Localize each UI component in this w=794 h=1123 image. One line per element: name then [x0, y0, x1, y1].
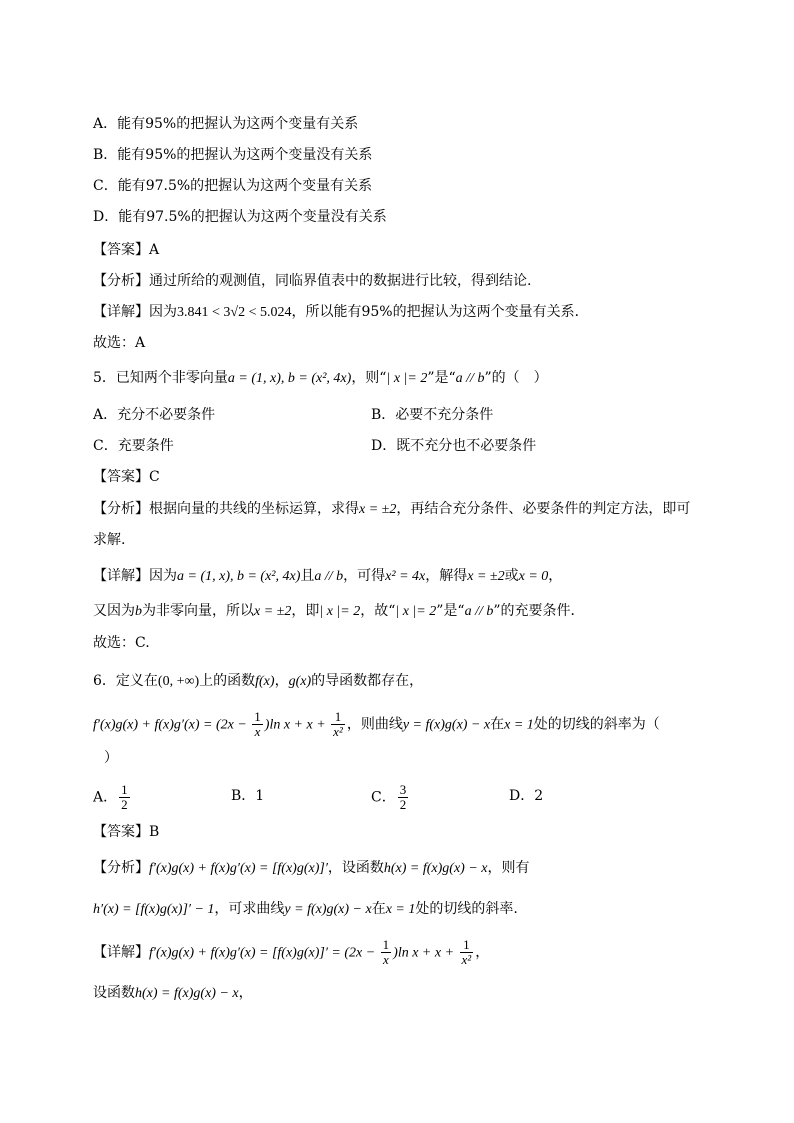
- q5-option-a: A．充分不必要条件: [93, 407, 216, 423]
- detail-text: ，故“: [360, 603, 396, 619]
- detail-text: ，: [475, 944, 490, 961]
- stem-math: a = (1, x), b = (x², 4x): [227, 371, 352, 386]
- detail-math: | x |= 2: [395, 604, 437, 619]
- detail-text: ”的充要条件．: [493, 603, 585, 619]
- analysis-text: 处的切线的斜率.: [415, 901, 518, 917]
- q4-answer: [93, 240, 159, 260]
- eq-text: 处的切线的斜率为（: [533, 716, 660, 733]
- analysis-tag: 【分析】: [93, 860, 149, 876]
- q6-option-d: D．2: [509, 788, 544, 804]
- q5-choose: 故选：C.: [93, 635, 150, 651]
- stem-text: 6．定义在: [93, 673, 158, 689]
- detail-math: a // b: [314, 569, 344, 584]
- analysis-tag: 【分析】: [93, 273, 149, 289]
- q5-stem: [93, 368, 548, 389]
- detail-math: f′(x)g(x) + f(x)g′(x) = [f(x)g(x)]′ = (2x −: [149, 945, 379, 961]
- detail-text: ，: [548, 568, 563, 584]
- fraction-denominator: x: [383, 952, 389, 967]
- q6-option-b: B．1: [231, 788, 265, 804]
- analysis-math: h(x) = f(x)g(x) − x: [383, 861, 488, 876]
- fraction-denominator: x²: [461, 952, 472, 967]
- q5-option-b: B．必要不充分条件: [371, 407, 494, 423]
- eq-fraction: [252, 710, 263, 739]
- detail-text: ，: [238, 985, 253, 1001]
- option-fraction: [398, 783, 409, 812]
- q6-option-a: [93, 783, 132, 812]
- analysis-text: ，再结合充分条件、必要条件的判定方法，即可: [396, 501, 691, 517]
- q5-detail: [93, 566, 562, 587]
- stem-text: 的导函数都存在，: [311, 673, 424, 689]
- stem-text: ”是“: [427, 370, 456, 386]
- eq-math: f′(x)g(x) + f(x)g′(x) = (2x −: [93, 717, 251, 733]
- q4-option-d: D．能有97.5%的把握认为这两个变量没有关系: [93, 209, 387, 225]
- stem-math: a // b: [455, 371, 485, 386]
- detail-math: | x |= 2: [319, 604, 361, 619]
- eq-text: 在: [490, 716, 505, 733]
- eq-math: x = 1: [504, 717, 534, 733]
- detail-tag: 【详解】: [93, 568, 149, 584]
- analysis-math: x = 1: [385, 902, 416, 917]
- stem-text: ”的（ ）: [484, 370, 548, 386]
- q6-detail-2: [93, 983, 253, 1004]
- q5-option-c: C．充要条件: [93, 438, 174, 454]
- analysis-text: 通过所给的观测值，同临界值表中的数据进行比较，得到结论.: [149, 273, 532, 289]
- detail-text: 因为: [149, 304, 177, 320]
- analysis-tag: 【分析】: [93, 501, 149, 517]
- q6-option-c: [371, 783, 410, 812]
- detail-math: x² = 4x: [385, 569, 426, 584]
- detail-math: h(x) = f(x)g(x) − x: [135, 986, 239, 1001]
- fraction-denominator: x: [254, 724, 261, 739]
- detail-text: ，即: [291, 603, 320, 619]
- detail-text: ，可得: [343, 568, 386, 584]
- answer-tag: 【答案】: [93, 824, 149, 840]
- option-label: A．: [93, 789, 118, 806]
- q5-analysis: [93, 499, 690, 520]
- stem-text: 5．已知两个非零向量: [93, 370, 228, 386]
- detail-text: 且: [300, 568, 315, 584]
- q6-analysis-2: [93, 899, 518, 920]
- answer-value: A: [149, 242, 160, 258]
- detail-math: x = ±2: [467, 569, 505, 584]
- q6-equation: [93, 710, 660, 740]
- option-fraction: [119, 783, 130, 812]
- q4-option-b: B．能有95%的把握认为这两个变量没有关系: [93, 147, 373, 163]
- q4-option-c: C．能有97.5%的把握认为这两个变量有关系: [93, 178, 373, 194]
- option-label: C．: [371, 789, 396, 806]
- fraction-numerator: 1: [460, 938, 474, 953]
- q6-analysis: [93, 858, 530, 879]
- analysis-math: h′(x) = [f(x)g(x)]′ − 1: [93, 902, 215, 917]
- eq-fraction: [331, 710, 345, 739]
- detail-text: ，解得: [425, 568, 468, 584]
- q5-detail-2: [93, 601, 585, 622]
- detail-text: 设函数: [93, 985, 135, 1001]
- detail-math: )ln x + x +: [393, 945, 458, 961]
- detail-math: a = (1, x), b = (x², 4x): [177, 569, 301, 584]
- q6-answer: [93, 822, 159, 842]
- analysis-math: y = f(x)g(x) − x: [284, 902, 372, 917]
- detail-text: 为非零向量，所以: [142, 603, 254, 619]
- detail-text: ，所以能有95%的把握认为这两个变量有关系．: [291, 304, 589, 320]
- fraction-numerator: 1: [121, 782, 128, 797]
- stem-text: ，: [274, 673, 289, 689]
- q6-detail: [93, 938, 489, 968]
- fraction-denominator: 2: [121, 797, 128, 812]
- q5-answer: [93, 467, 160, 487]
- q6-close-paren: ）: [104, 750, 118, 766]
- analysis-text: 在: [371, 901, 386, 917]
- q4-choose: 故选：A: [93, 335, 146, 351]
- fraction-numerator: 1: [382, 937, 390, 952]
- answer-tag: 【答案】: [93, 469, 149, 485]
- detail-math: a // b: [464, 604, 494, 619]
- analysis-math: x = ±2: [359, 502, 397, 517]
- stem-text: 上的函数: [199, 673, 256, 689]
- q4-analysis: [93, 271, 531, 291]
- detail-fraction: [460, 938, 474, 967]
- detail-text: ”是“: [436, 603, 465, 619]
- stem-math: g(x): [288, 674, 312, 689]
- detail-tag: 【详解】: [93, 944, 149, 961]
- fraction-numerator: 3: [399, 782, 407, 797]
- eq-math: y = f(x)g(x) − x: [402, 717, 491, 733]
- fraction-denominator: 2: [399, 797, 407, 812]
- detail-math: 3.841 < 3√2 < 5.024: [177, 305, 292, 320]
- analysis-text: 根据向量的共线的坐标运算，求得: [149, 501, 359, 517]
- q5-option-d: D．既不充分也不必要条件: [371, 438, 537, 454]
- analysis-text: ，设函数: [327, 860, 384, 876]
- stem-text: ，则“: [351, 370, 387, 386]
- detail-tag: 【详解】: [93, 304, 149, 320]
- analysis-text: ，则有: [487, 860, 530, 876]
- analysis-math: f′(x)g(x) + f(x)g′(x) = [f(x)g(x)]′: [149, 861, 328, 876]
- q4-option-a: A．能有95%的把握认为这两个变量有关系: [93, 116, 359, 132]
- detail-fraction: [381, 938, 392, 967]
- answer-value: C: [149, 469, 160, 485]
- detail-text: 或: [504, 568, 519, 584]
- answer-tag: 【答案】: [93, 242, 149, 258]
- detail-math: x = ±2: [254, 604, 292, 619]
- detail-text: 因为: [149, 568, 177, 584]
- fraction-denominator: x²: [333, 724, 343, 739]
- answer-value: B: [149, 824, 160, 840]
- stem-math: | x |= 2: [386, 371, 428, 386]
- stem-math: (0, +∞): [157, 674, 200, 689]
- detail-math: x = 0: [518, 569, 549, 584]
- eq-math: )ln x + x +: [264, 717, 330, 733]
- stem-math: f(x): [255, 674, 275, 689]
- detail-text: 又因为: [93, 603, 135, 619]
- eq-text: ，则曲线: [346, 716, 403, 733]
- analysis-text: ，可求曲线: [214, 901, 285, 917]
- fraction-numerator: 1: [254, 709, 261, 724]
- q5-analysis-cont: 求解.: [93, 532, 126, 548]
- q4-detail: [93, 302, 589, 323]
- fraction-numerator: 1: [331, 710, 345, 725]
- detail-math: b: [135, 604, 142, 619]
- q6-stem: [93, 671, 423, 692]
